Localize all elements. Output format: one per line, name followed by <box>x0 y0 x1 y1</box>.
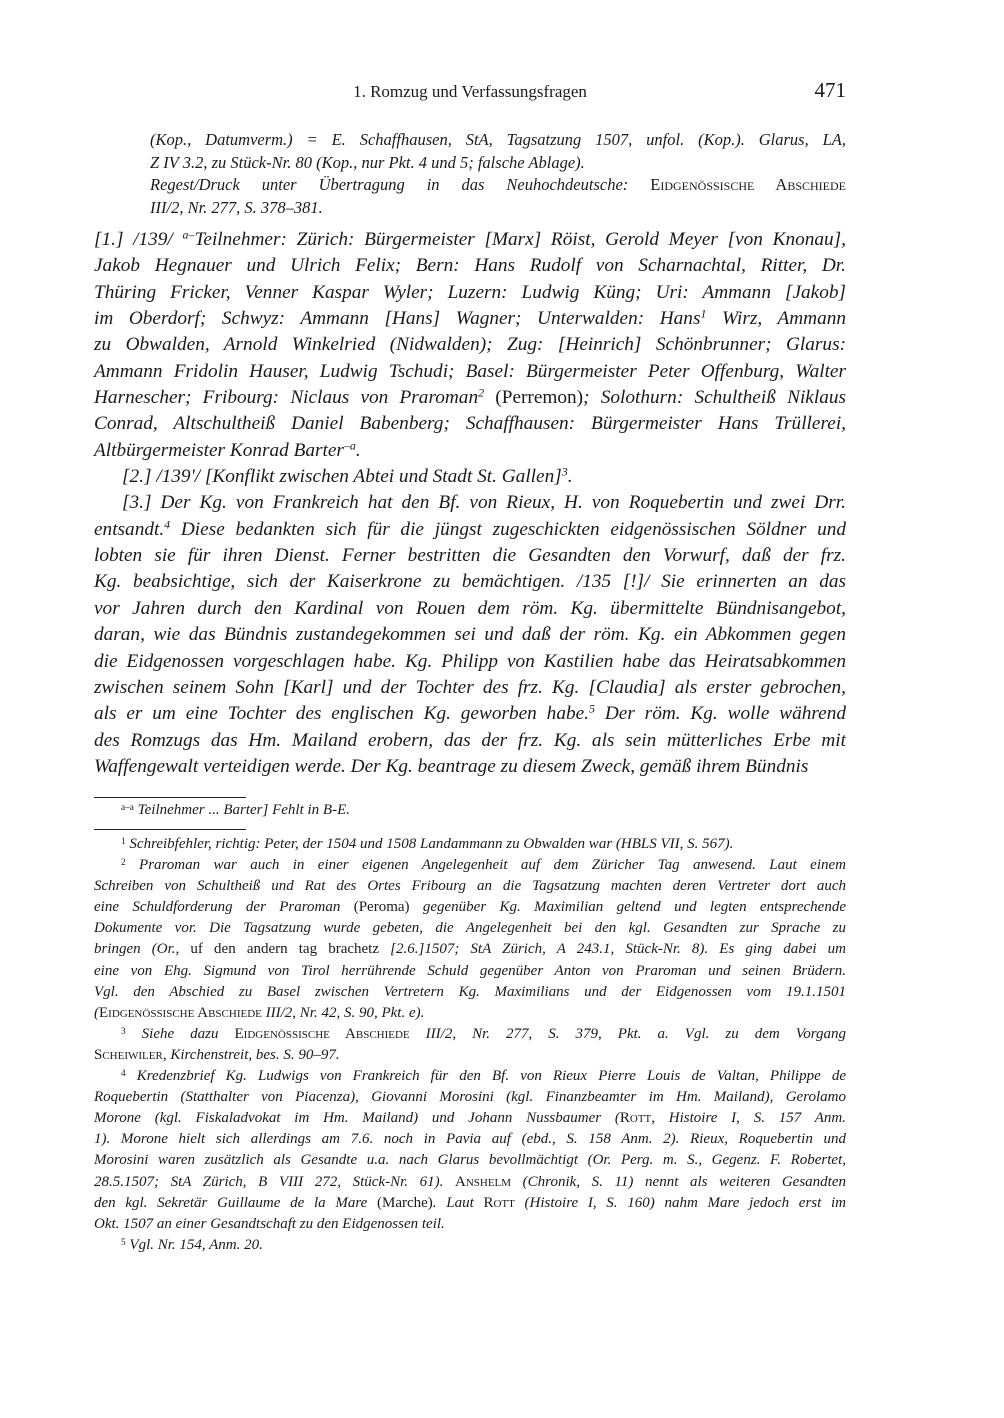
text-segment: [2.] /139'/ [Konflikt zwischen Abtei und Stadt St. Gallen] <box>122 466 562 488</box>
text-line <box>94 569 846 595</box>
page-number: 471 <box>814 78 846 102</box>
paragraph <box>94 464 846 490</box>
text-segment: Waffengewalt verteidigen werde. Der Kg. beantrage zu diesem Zweck, gemäß ihrem Bündnis <box>94 755 809 777</box>
text-line <box>94 649 846 675</box>
text-line <box>94 596 846 622</box>
footnotes <box>94 834 846 1256</box>
text-segment: Praroman war auch in einer eigenen Angelegenheit auf dem Züricher Tag anwesend. Laut einem <box>125 857 846 874</box>
text-line <box>94 464 846 490</box>
note-marker: 2 <box>478 385 485 400</box>
note-marker: 2 <box>121 857 126 868</box>
text-segment: ; Solothurn: Schultheiß Niklaus <box>583 387 846 409</box>
text-segment: zwischen seinem Sohn [Karl] und der Tochter des frz. Kg. [Claudia] als erster gebrochen, <box>94 676 846 698</box>
text-segment: eine Schuldforderung der Praroman <box>94 899 354 916</box>
text-line <box>94 543 846 569</box>
text-segment: ( <box>94 1004 99 1021</box>
text-line <box>94 1235 846 1256</box>
text-segment: Z IV 3.2, zu Stück-Nr. 80 (Kop., nur Pkt. 4 und 5; falsche Ablage). <box>150 152 585 172</box>
text-segment: Anshelm <box>455 1173 512 1190</box>
text-apparatus <box>94 800 846 821</box>
text-segment: . <box>355 439 361 461</box>
text-segment: . <box>567 466 573 488</box>
text-line <box>94 1045 846 1066</box>
source-note <box>150 129 846 219</box>
text-line <box>94 438 846 464</box>
text-line <box>94 1193 846 1214</box>
text-segment: Conrad, Altschultheiß Daniel Babenberg; Schaffhausen: Bürgermeister Hans Trüllerei, <box>94 413 846 435</box>
text-segment: (Marche) <box>376 1194 433 1211</box>
note-marker: 5 <box>121 1237 126 1248</box>
text-segment: III/2, Nr. 277, S. 378–381. <box>150 197 323 217</box>
text-segment: den kgl. Sekretär Guillaume de la Mare <box>94 1194 377 1211</box>
text-segment: Schreibfehler, richtig: Peter, der 1504 und 1508 Landammann zu Obwalden war (HBLS VII, S. 567). <box>125 836 734 852</box>
text-line <box>94 918 846 939</box>
text-segment: III/2, Nr. 42, S. 90, Pkt. e). <box>261 1004 425 1021</box>
text-segment: Eidgenössische Abschiede <box>234 1025 410 1042</box>
text-line <box>94 701 846 727</box>
text-line <box>94 622 846 648</box>
text-line <box>94 385 846 411</box>
text-segment: Teilnehmer ... Barter] Fehlt in B-E. <box>133 802 350 818</box>
text-segment: Kg. beabsichtige, sich der Kaiserkrone zu bemächtigen. /135 [!]/ Sie erinnerten an das <box>94 571 846 593</box>
footnote <box>94 1024 846 1066</box>
text-line <box>94 1214 846 1235</box>
text-segment: Harnescher; Fribourg: Niclaus von Praroman <box>94 387 479 409</box>
text-segment: Der röm. Kg. wolle während <box>594 703 847 725</box>
text-segment: Thüring Fricker, Venner Kaspar Wyler; Luzern: Ludwig Küng; Uri: Ammann [Jakob] <box>94 281 846 303</box>
text-line <box>94 982 846 1003</box>
text-line <box>150 197 846 220</box>
text-line <box>94 306 846 332</box>
text-segment: (Chronik, S. 11) nennt als weiteren Gesandten <box>511 1173 846 1190</box>
text-segment: Diese bedankten sich für die jüngst zugeschickten eidgenössischen Söldner und <box>170 518 846 540</box>
text-line <box>94 897 846 918</box>
text-segment: Rott <box>619 1110 652 1127</box>
text-segment: III/2, Nr. 277, S. 379, Pkt. a. Vgl. zu dem Vorgang <box>409 1025 847 1042</box>
note-marker: 1 <box>700 306 707 321</box>
paragraph <box>94 800 846 821</box>
text-segment: entsandt. <box>94 518 165 540</box>
running-header: 1. Romzug und Verfassungsfragen <box>353 82 587 101</box>
note-marker: 4 <box>164 517 171 532</box>
text-line <box>94 1024 846 1045</box>
text-segment: daran, wie das Bündnis zustandegekommen sei und daß der röm. Kg. ein Abkommen gegen <box>94 624 846 646</box>
text-segment: , Histoire I, S. 157 Anm. <box>651 1110 846 1127</box>
text-line <box>150 129 846 152</box>
text-segment: [1.] /139/ <box>94 229 183 250</box>
text-segment: Wirz, Ammann <box>706 308 846 330</box>
text-line <box>94 1108 846 1129</box>
text-segment: [2.6.]1507; StA Zürich, A 243.1, Stück-Nr. 8). Es ging dabei um <box>379 941 846 958</box>
paragraph <box>150 174 846 219</box>
footnote <box>94 834 846 855</box>
text-line <box>94 961 846 982</box>
text-segment: zu Obwalden, Arnold Winkelried (Nidwalden); Zug: [Heinrich] Schönbrunner; Glarus: <box>94 334 846 356</box>
note-marker: 4 <box>121 1068 126 1079</box>
text-line <box>94 939 846 960</box>
footnote <box>94 1066 846 1235</box>
note-marker: a– <box>182 227 195 242</box>
footnote-rule <box>94 829 246 830</box>
text-segment: des Romzugs das Hm. Mailand erobern, das der frz. Kg. als sein mütterliches Erbe mit <box>94 729 846 751</box>
note-marker: –a <box>343 438 356 453</box>
text-segment: . Laut <box>432 1194 484 1211</box>
text-segment: (Kop., Datumverm.) = E. Schaffhausen, StA, Tagsatzung 1507, unfol. (Kop.). Glarus, LA, <box>150 130 846 149</box>
text-line <box>94 1087 846 1108</box>
text-segment: 1). Morone hielt sich allerdings am 7.6. noch in Pavia auf (ebd., S. 158 Anm. 2). Rieux, Roquebertin und <box>94 1131 846 1148</box>
text-segment: die Eidgenossen vorgeschlagen habe. Kg. Philipp von Kastilien habe das Heiratsabkommen <box>94 650 846 672</box>
text-segment: Altbürgermeister Konrad Barter <box>94 439 344 461</box>
paragraph <box>94 490 846 780</box>
text-line <box>94 1003 846 1024</box>
text-segment: (Peroma) <box>353 899 410 916</box>
text-segment: Kredenzbrief Kg. Ludwigs von Frankreich für den Bf. von Rieux Pierre Louis de Valtan, Philippe de <box>125 1068 846 1085</box>
text-segment: bringen (Or., <box>94 941 191 958</box>
text-segment: Teilnehmer: Zürich: Bürgermeister [Marx] Röist, Gerold Meyer [von Knonau], <box>194 229 846 250</box>
text-segment: eine von Ehg. Sigmund von Tirol herrührende Schuld gegenüber Anton von Praroman und seinen Brüdern. <box>94 962 846 979</box>
text-line <box>94 728 846 754</box>
text-line <box>94 411 846 437</box>
paragraph <box>94 227 846 464</box>
text-line <box>94 876 846 897</box>
text-line <box>94 834 846 855</box>
text-segment: Scheiwiler <box>94 1046 163 1063</box>
footnote <box>94 855 846 1024</box>
text-segment: Eidgenössische Abschiede <box>650 175 846 194</box>
text-line <box>94 754 846 780</box>
text-segment: 28.5.1507; StA Zürich, B VIII 272, Stück-Nr. 61). <box>94 1173 455 1190</box>
text-line <box>94 855 846 876</box>
text-segment: lobten sie für ihren Dienst. Ferner bestritten die Gesandten den Vorwurf, daß der frz. <box>94 545 846 567</box>
text-line <box>94 517 846 543</box>
text-segment: uf den andern tag brachetz <box>190 941 380 958</box>
text-segment: Ammann Fridolin Hauser, Ludwig Tschudi; Basel: Bürgermeister Peter Offenburg, Walter <box>94 360 846 382</box>
text-line <box>150 152 846 175</box>
text-segment: Okt. 1507 an einer Gesandtschaft zu den Eidgenossen teil. <box>94 1215 445 1232</box>
text-line <box>94 359 846 385</box>
note-marker: 5 <box>589 701 595 716</box>
note-marker: 3 <box>561 464 568 479</box>
text-segment: Eidgenössische Abschiede <box>99 1004 262 1021</box>
paragraph <box>150 129 846 174</box>
note-marker: a–a <box>121 802 134 813</box>
text-segment: Morone (kgl. Fiskaladvokat im Hm. Mailand) und Johann Nussbaumer ( <box>94 1110 620 1127</box>
text-segment: im Oberdorf; Schwyz: Ammann [Hans] Wagner; Unterwalden: Hans <box>94 308 701 330</box>
apparatus-rule <box>94 797 246 798</box>
text-segment: (Perremon) <box>484 387 584 409</box>
text-segment: als er um eine Tochter des englischen Kg. geworben habe. <box>94 703 589 725</box>
text-segment: vor Jahren durch den Kardinal von Rouen dem röm. Kg. übermittelte Bündnisangebot, <box>94 597 846 619</box>
text-segment: Regest/Druck unter Übertragung in das Neuhochdeutsche: <box>150 175 651 194</box>
text-line <box>94 1172 846 1193</box>
text-line <box>94 675 846 701</box>
text-line <box>94 1150 846 1171</box>
text-segment: Vgl. Nr. 154, Anm. 20. <box>125 1236 263 1253</box>
text-segment: Dokumente vor. Die Tagsatzung wurde gebeten, die Angelegenheit bei den kgl. Gesandten zur Sprache zu <box>94 920 846 937</box>
text-segment: Jakob Hegnauer und Ulrich Felix; Bern: Hans Rudolf von Scharnachtal, Ritter, Dr. <box>94 255 846 277</box>
text-segment: [3.] Der Kg. von Frankreich hat den Bf. von Rieux, H. von Roquebertin und zwei Drr. <box>122 492 846 514</box>
text-segment: Roquebertin (Statthalter von Piacenza), Giovanni Morosini (kgl. Finanzbeamter im Hm. Mailand), Gerolamo <box>94 1089 846 1106</box>
text-segment: Schreiben von Schultheiß und Rat des Ortes Fribourg an die Tagsatzung machten deren Vertreter dort auch <box>94 878 846 895</box>
text-segment: gegenüber Kg. Maximilian geltend und legten entsprechende <box>409 899 846 916</box>
text-line <box>94 280 846 306</box>
text-segment: Morosini waren zusätzlich als Gesandte u.a. nach Glarus bevollmächtigt (Or. Perg. m. S., Gegenz. F. Robertet, <box>94 1152 846 1169</box>
footnote <box>94 1235 846 1256</box>
text-line <box>94 1129 846 1150</box>
text-line <box>94 490 846 516</box>
text-segment: Siehe dazu <box>125 1025 235 1042</box>
text-segment: Vgl. den Abschied zu Basel zwischen Vertretern Kg. Maximilians und der Eidgenossen vom 19.1.1501 <box>94 983 846 1000</box>
note-marker: 3 <box>121 1026 126 1037</box>
text-line <box>94 227 846 253</box>
text-line <box>94 253 846 279</box>
text-segment: , Kirchenstreit, bes. S. 90–97. <box>162 1046 340 1063</box>
note-marker: 1 <box>121 836 126 847</box>
text-line <box>94 800 846 821</box>
text-segment: (Histoire I, S. 160) nahm Mare jedoch erst im <box>514 1194 846 1211</box>
text-line <box>94 332 846 358</box>
text-line <box>94 1066 846 1087</box>
text-line <box>150 174 846 197</box>
text-segment: Rott <box>483 1194 515 1211</box>
main-text <box>94 227 846 780</box>
